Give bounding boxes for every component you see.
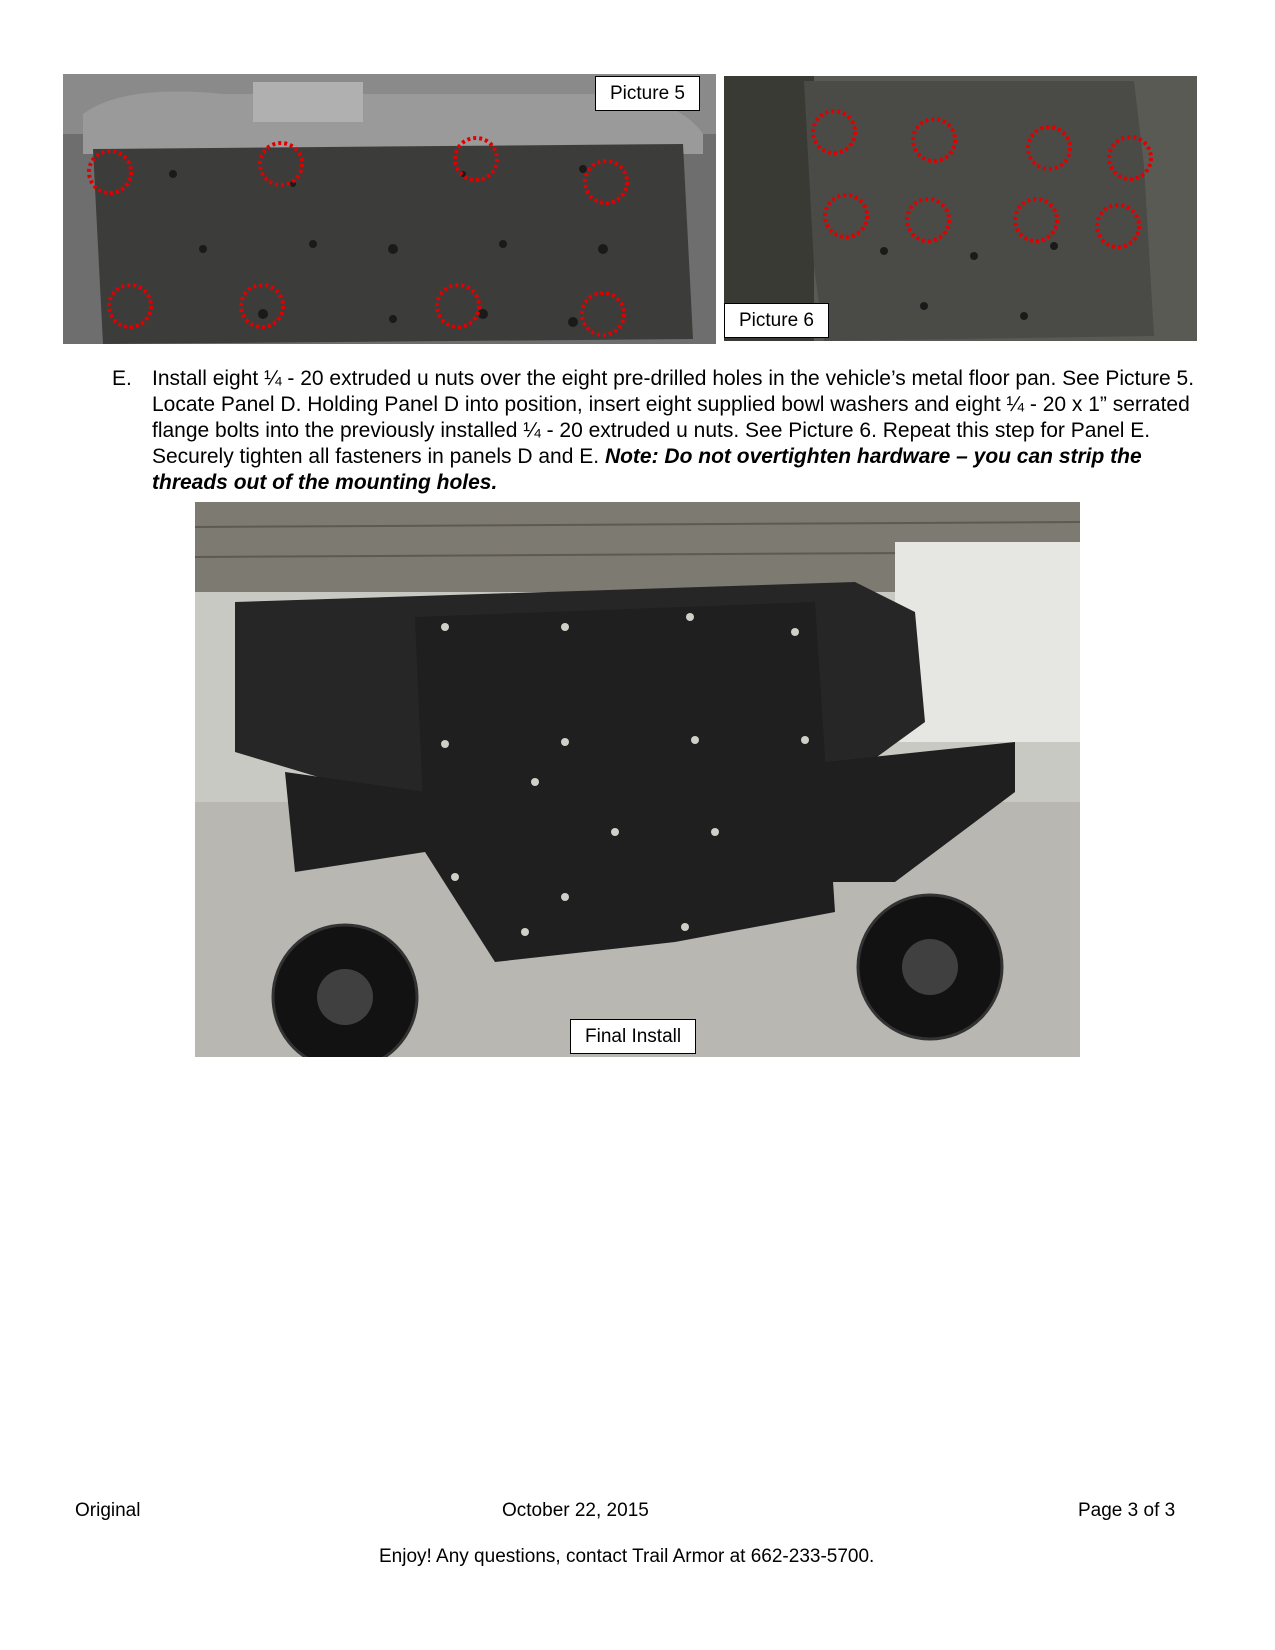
- step-text: [152, 366, 1222, 496]
- picture-5-photo: [63, 74, 716, 344]
- step-body: Install eight ¼ - 20 extruded u nuts over the eight pre-drilled holes in the vehicle’s metal floor pan. See Picture 5. Locate Panel D. Holding Panel D into position, insert eight supplied bowl washers and eight ¼ - 20 x 1” serrated flange bolts into the previously installed ¼ - 20 extruded u nuts. See Picture 6. Repeat this step for Panel E. Securely tighten all fasteners in panels D and E.: [152, 367, 1195, 468]
- footer-revision: Original: [75, 1500, 141, 1521]
- step-e: [112, 366, 1222, 496]
- picture-6-caption: Picture 6: [724, 303, 829, 338]
- final-install-caption: Final Install: [570, 1019, 696, 1054]
- picture-6-photo: [724, 76, 1197, 341]
- final-install-photo: [195, 502, 1080, 1057]
- step-marker: E.: [112, 367, 132, 390]
- footer-contact: Enjoy! Any questions, contact Trail Armor at 662-233-5700.: [379, 1546, 875, 1567]
- step-note: Note: Do not overtighten hardware – you can strip the threads out of the mounting holes.: [152, 445, 1142, 494]
- footer-date: October 22, 2015: [502, 1500, 649, 1521]
- picture-5-caption: Picture 5: [595, 76, 700, 111]
- footer-page-number: Page 3 of 3: [1078, 1500, 1176, 1521]
